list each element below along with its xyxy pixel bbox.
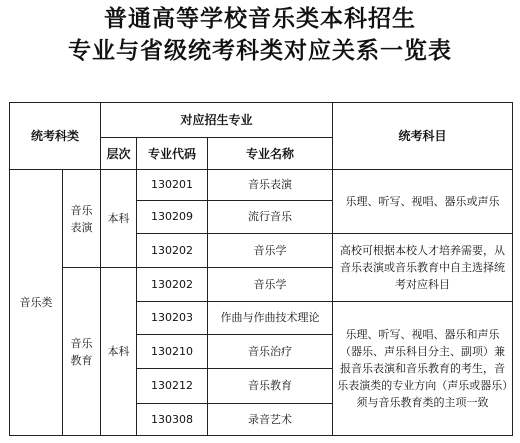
header-exam-subjects: 统考科目 [333,103,513,170]
exam-subjects-cell: 乐理、听写、视唱、器乐或声乐 [333,170,513,234]
correspondence-table [9,102,513,436]
major-name: 录音艺术 [208,404,333,436]
major-code: 130209 [137,201,208,234]
major-code: 130202 [137,234,208,268]
major-code: 130210 [137,335,208,369]
header-major-code: 专业代码 [137,138,208,170]
major-name: 音乐学 [208,234,333,268]
header-major-name: 专业名称 [208,138,333,170]
level-cell: 本科 [101,268,137,436]
exam-subjects-cell: 乐理、听写、视唱、器乐和声乐（器乐、声乐科目分主、副项）兼报音乐表演和音乐教育的考生，音乐表演类的专业方向（声乐或器乐）须与音乐教育类的主项一致 [333,302,513,436]
subcategory-cell: 音乐教育 [63,268,101,436]
major-name: 音乐表演 [208,170,333,201]
major-code: 130308 [137,404,208,436]
major-code: 130202 [137,268,208,302]
header-matching-major: 对应招生专业 [101,103,333,138]
header-level: 层次 [101,138,137,170]
subcategory-cell: 音乐表演 [63,170,101,268]
major-name: 音乐治疗 [208,335,333,369]
major-name: 作曲与作曲技术理论 [208,302,333,335]
major-code: 130212 [137,369,208,404]
header-exam-category: 统考科类 [10,103,101,170]
level-cell: 本科 [101,170,137,268]
major-code: 130201 [137,170,208,201]
major-name: 音乐学 [208,268,333,302]
major-code: 130203 [137,302,208,335]
category-cell: 音乐类 [10,170,63,436]
major-name: 流行音乐 [208,201,333,234]
document-title-line2: 专业与省级统考科类对应关系一览表 [68,37,452,64]
exam-subjects-note-cell: 高校可根据本校人才培养需要，从音乐表演或音乐教育中自主选择统考对应科目 [333,234,513,302]
major-name: 音乐教育 [208,369,333,404]
document-title-line1: 普通高等学校音乐类本科招生 [104,5,416,32]
